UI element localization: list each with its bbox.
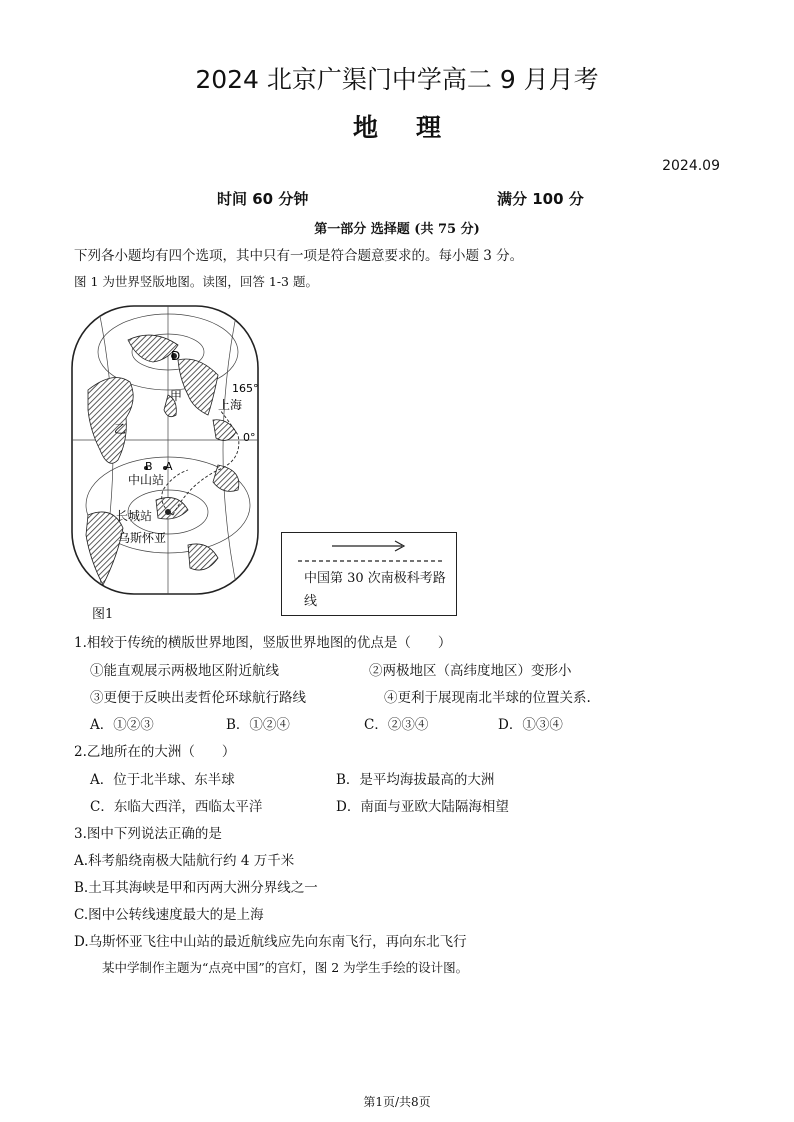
question-1-option-c[interactable]: C．②③④ bbox=[364, 717, 429, 733]
label-ushuaia: 乌斯怀亚 bbox=[118, 531, 167, 545]
label-a: A bbox=[165, 460, 173, 473]
world-map-figure bbox=[68, 300, 268, 600]
figure-intro: 图 1 为世界竖版地图。读图，回答 1-3 题。 bbox=[74, 274, 318, 289]
question-3-option-d[interactable]: D.乌斯怀亚飞往中山站的最近航线应先向东南飞行，再向东北飞行 bbox=[74, 934, 467, 950]
question-1-option-a[interactable]: A．①②③ bbox=[90, 717, 154, 733]
question-1-statement-1: ①能直观展示两极地区附近航线 bbox=[90, 663, 279, 679]
label-yi: 乙 bbox=[114, 422, 127, 436]
label-b: B bbox=[145, 460, 153, 473]
legend-arrow-icon bbox=[332, 539, 408, 553]
question-2-option-b[interactable]: B．是平均海拔最高的大洲 bbox=[336, 772, 495, 788]
section-instruction: 下列各小题均有四个选项，其中只有一项是符合题意要求的。每小题 3 分。 bbox=[74, 248, 524, 264]
question-2-option-c[interactable]: C．东临大西洋，西临太平洋 bbox=[90, 799, 263, 815]
label-d: D bbox=[171, 349, 181, 363]
legend-label: 中国第 30 次南极科考路线 bbox=[304, 571, 446, 609]
question-1-option-b[interactable]: B．①②④ bbox=[226, 717, 290, 733]
closing-paragraph: 某中学制作主题为“点亮中国”的宫灯，图 2 为学生手绘的设计图。 bbox=[102, 960, 469, 975]
question-1-statement-4: ④更利于展现南北半球的位置关系. bbox=[384, 690, 591, 706]
label-shanghai: 上海 bbox=[218, 398, 243, 412]
label-jia: 甲 bbox=[170, 389, 183, 403]
subject-title: 地理 bbox=[352, 113, 479, 142]
exam-title: 2024 北京广渠门中学高二 9 月月考 bbox=[195, 65, 599, 94]
section-title: 第一部分 选择题 (共 75 分) bbox=[314, 222, 480, 237]
map-legend bbox=[281, 532, 457, 616]
time-limit: 时间 60 分钟 bbox=[217, 190, 309, 208]
question-2-option-d[interactable]: D．南面与亚欧大陆隔海相望 bbox=[336, 799, 509, 815]
full-score: 满分 100 分 bbox=[497, 190, 584, 208]
question-3-stem: 3.图中下列说法正确的是 bbox=[74, 826, 222, 842]
page-footer: 第1页/共8页 bbox=[363, 1095, 431, 1109]
figure-caption: 图1 bbox=[92, 607, 114, 622]
label-0-degree: 0° bbox=[243, 431, 256, 444]
legend-dashed-line bbox=[298, 559, 444, 563]
label-changcheng-station: 长城站 bbox=[116, 509, 153, 523]
question-2-option-a[interactable]: A．位于北半球、东半球 bbox=[90, 772, 235, 788]
label-zhongshan-station: 中山站 bbox=[128, 473, 165, 487]
question-1-statement-2: ②两极地区（高纬度地区）变形小 bbox=[369, 663, 572, 679]
question-3-option-a[interactable]: A.科考船绕南极大陆航行约 4 万千米 bbox=[74, 853, 295, 869]
label-165-degree: 165° bbox=[232, 382, 259, 395]
question-1-option-d[interactable]: D．①③④ bbox=[498, 717, 563, 733]
question-2-stem: 2.乙地所在的大洲（ ） bbox=[74, 744, 236, 760]
question-1-statement-3: ③更便于反映出麦哲伦环球航行路线 bbox=[90, 690, 306, 706]
question-1-stem: 1.相较于传统的横版世界地图，竖版世界地图的优点是（ ） bbox=[74, 635, 452, 651]
question-3-option-b[interactable]: B.土耳其海峡是甲和丙两大洲分界线之一 bbox=[74, 880, 318, 896]
exam-date: 2024.09 bbox=[662, 158, 720, 174]
question-3-option-c[interactable]: C.图中公转线速度最大的是上海 bbox=[74, 907, 264, 923]
